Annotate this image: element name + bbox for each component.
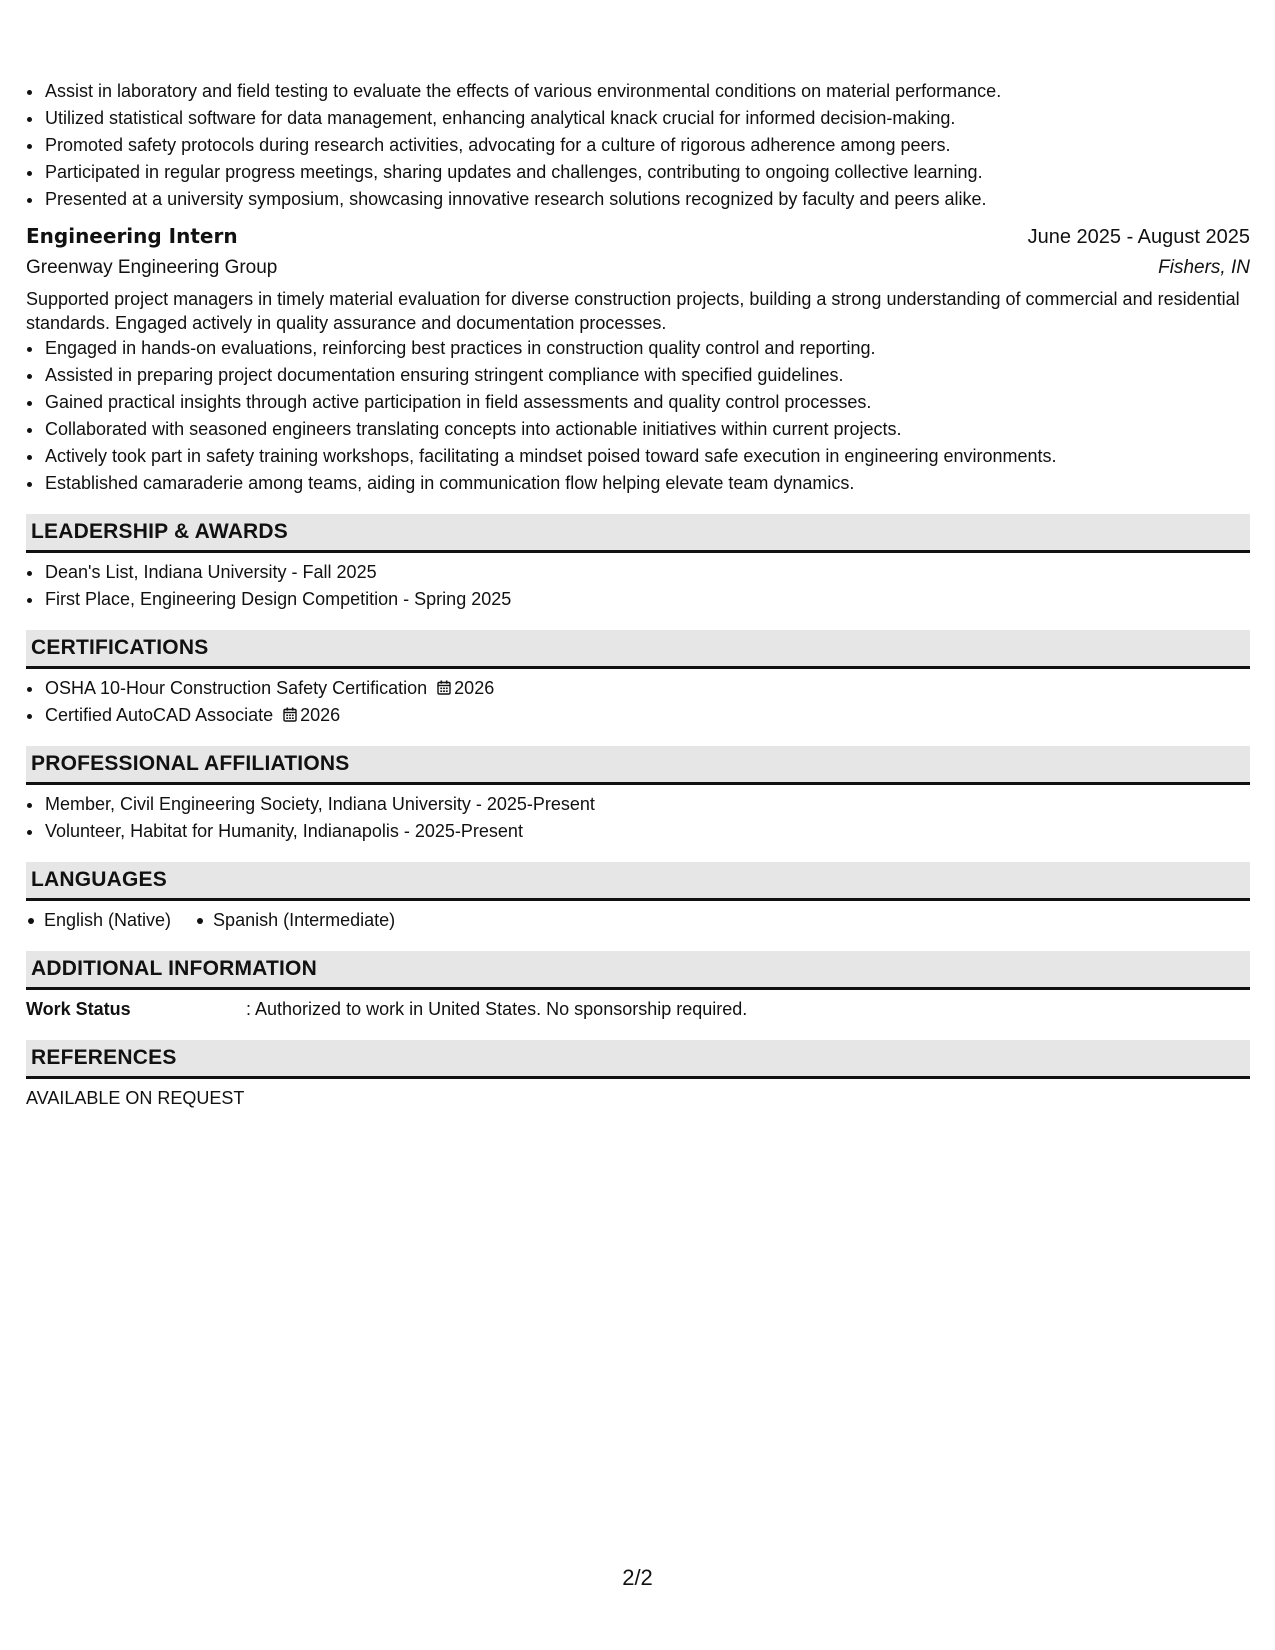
section-title: LEADERSHIP & AWARDS [31, 520, 288, 543]
additional-info-section [26, 996, 1250, 1023]
calendar-icon [437, 680, 451, 695]
certification-item [44, 702, 1250, 729]
list-item: • Actively took part in safety training workshops, facilitating a mindset poised toward safe execution in engineering environments. [44, 443, 1250, 470]
section-title: PROFESSIONAL AFFILIATIONS [31, 752, 350, 775]
certification-year: 2026 [454, 678, 495, 698]
job-location: Fishers, IN [1158, 257, 1250, 278]
list-item: • Assisted in preparing project documentation ensuring stringent compliance with specified guidelines. [44, 362, 1250, 389]
certification-item [44, 675, 1250, 702]
certifications-section [26, 675, 1250, 729]
references-text: AVAILABLE ON REQUEST [26, 1088, 245, 1108]
certification-name: OSHA 10-Hour Construction Safety Certification [45, 678, 428, 698]
resume-page [26, 78, 1250, 1112]
certification-year: 2026 [300, 705, 341, 725]
list-item: • Collaborated with seasoned engineers translating concepts into actionable initiatives within current projects. [44, 416, 1250, 443]
list-item: • Presented at a university symposium, showcasing innovative research solutions recognized by faculty and peers alike. [44, 186, 1250, 213]
section-title: REFERENCES [31, 1046, 177, 1069]
section-title: LANGUAGES [31, 868, 167, 891]
list-item: • Engaged in hands-on evaluations, reinforcing best practices in construction quality control and reporting. [44, 335, 1250, 362]
list-item: • Dean's List, Indiana University - Fall 2025 [44, 559, 1250, 586]
work-status-label: Work Status [26, 999, 131, 1019]
leadership-section [26, 559, 1250, 613]
calendar-icon [283, 707, 297, 722]
work-status-value: : Authorized to work in United States. No sponsorship required. [246, 999, 748, 1019]
page-number: 2/2 [622, 1565, 653, 1590]
list-item: • Assist in laboratory and field testing to evaluate the effects of various environmental conditions on material performance. [44, 78, 1250, 105]
experience-entry [26, 222, 1250, 497]
list-item: • First Place, Engineering Design Competition - Spring 2025 [44, 586, 1250, 613]
section-title: CERTIFICATIONS [31, 636, 209, 659]
section-heading-references [26, 1040, 1250, 1079]
section-title: ADDITIONAL INFORMATION [31, 957, 317, 980]
list-item: • Gained practical insights through active participation in field assessments and quality control processes. [44, 389, 1250, 416]
list-item: • Established camaraderie among teams, aiding in communication flow helping elevate team dynamics. [44, 470, 1250, 497]
list-item: • Volunteer, Habitat for Humanity, Indianapolis - 2025-Present [44, 818, 1250, 845]
list-item: • Participated in regular progress meetings, sharing updates and challenges, contributing to ongoing collective learning. [44, 159, 1250, 186]
language-item: Spanish (Intermediate) [195, 907, 395, 934]
job-bullets [26, 335, 1250, 497]
list-item: • Member, Civil Engineering Society, Indiana University - 2025-Present [44, 791, 1250, 818]
certification-name: Certified AutoCAD Associate [45, 705, 274, 725]
languages-section [26, 907, 1250, 934]
section-heading-languages [26, 862, 1250, 901]
section-heading-affiliations [26, 746, 1250, 785]
job-company: Greenway Engineering Group [26, 257, 278, 278]
job-title: Engineering Intern [26, 224, 238, 248]
job-summary: Supported project managers in timely material evaluation for diverse construction projects, building a strong understanding of commercial and residential standards. Engaged actively in quality assurance and documentation processes. [26, 289, 1240, 333]
job-dates: June 2025 - August 2025 [1027, 226, 1250, 248]
list-item: • Promoted safety protocols during research activities, advocating for a culture of rigorous adherence among peers. [44, 132, 1250, 159]
list-item: • Utilized statistical software for data management, enhancing analytical knack crucial for informed decision-making. [44, 105, 1250, 132]
section-heading-certifications [26, 630, 1250, 669]
language-item: English (Native) [26, 907, 171, 934]
section-heading-additional-info [26, 951, 1250, 990]
section-heading-leadership [26, 514, 1250, 553]
references-section [26, 1085, 1250, 1112]
previous-job-bullets [26, 78, 1250, 213]
affiliations-section [26, 791, 1250, 845]
